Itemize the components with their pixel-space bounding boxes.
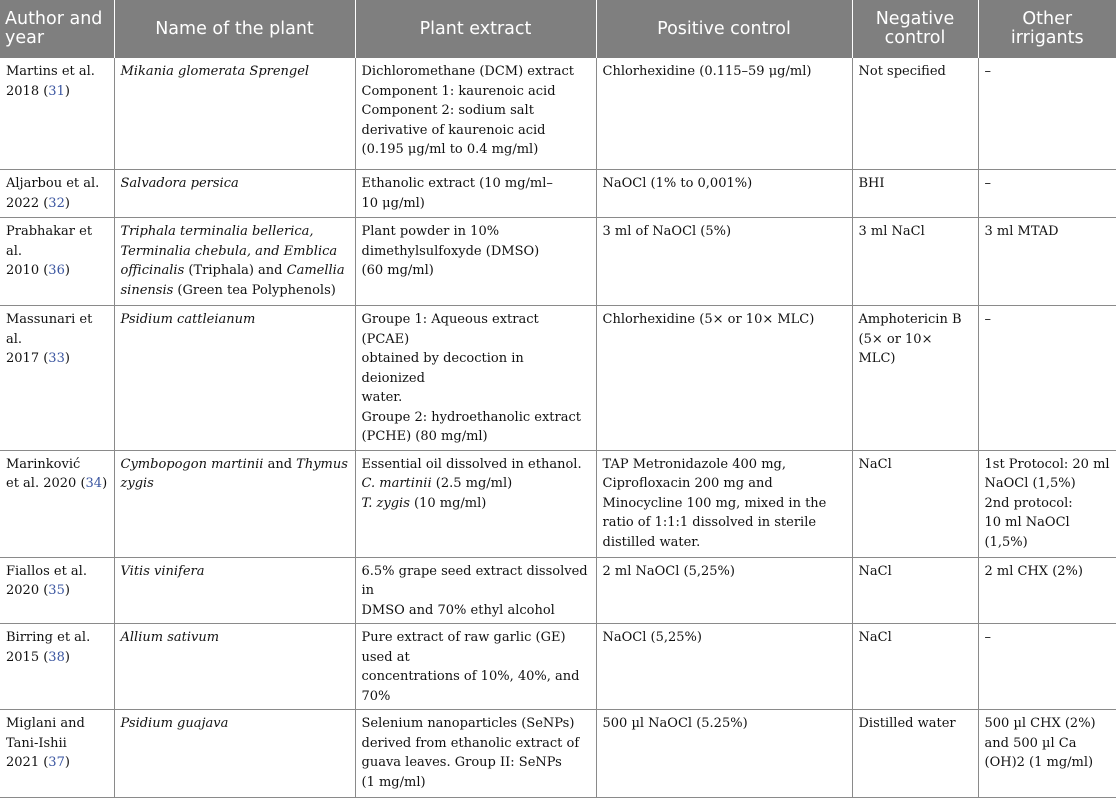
other-irrigants-cell: 500 µl CHX (2%) and 500 µl Ca (OH)2 (1 mg/ml) xyxy=(978,710,1116,798)
other-irrigants-cell: – xyxy=(978,306,1116,451)
author-cell: Fiallos et al. 2020 (35) xyxy=(0,557,114,624)
author-cell: Aljarbou et al. 2022 (32) xyxy=(0,170,114,218)
plant-cell: Salvadora persica xyxy=(114,170,355,218)
header-extract: Plant extract xyxy=(355,0,596,58)
reference-link[interactable]: 34 xyxy=(85,476,103,491)
negative-control-cell: NaCl xyxy=(852,450,978,557)
positive-control-cell: TAP Metronidazole 400 mg, Ciprofloxacin 200 mg and Minocycline 100 mg, mixed in the ratio of 1:1:1 dissolved in sterile distilled water. xyxy=(596,450,852,557)
reference-link[interactable]: 33 xyxy=(48,351,65,366)
author-cell: Prabhakar et al. 2010 (36) xyxy=(0,218,114,306)
table-row xyxy=(0,710,1116,798)
other-irrigants-cell: – xyxy=(978,624,1116,710)
header-author: Author and year xyxy=(0,0,114,58)
plant-cell: Psidium cattleianum xyxy=(114,306,355,451)
negative-control-cell: NaCl xyxy=(852,624,978,710)
author-cell: Martins et al. 2018 (31) xyxy=(0,58,114,170)
plant-cell: Allium sativum xyxy=(114,624,355,710)
table-row xyxy=(0,450,1116,557)
plant-cell: Psidium guajava xyxy=(114,710,355,798)
positive-control-cell: 500 µl NaOCl (5.25%) xyxy=(596,710,852,798)
negative-control-cell: Amphotericin B (5× or 10× MLC) xyxy=(852,306,978,451)
other-irrigants-cell: 1st Protocol: 20 ml NaOCl (1,5%) 2nd protocol: 10 ml NaOCl (1,5%) xyxy=(978,450,1116,557)
author-cell: Birring et al. 2015 (38) xyxy=(0,624,114,710)
negative-control-cell: 3 ml NaCl xyxy=(852,218,978,306)
table-row xyxy=(0,306,1116,451)
reference-link[interactable]: 32 xyxy=(48,195,65,211)
extract-cell: 6.5% grape seed extract dissolved in DMSO and 70% ethyl alcohol xyxy=(355,557,596,624)
negative-control-cell: Not specified xyxy=(852,58,978,170)
negative-control-cell: Distilled water xyxy=(852,710,978,798)
header-negative: Negative control xyxy=(852,0,978,58)
extract-cell: Essential oil dissolved in ethanol. C. martinii (2.5 mg/ml) T. zygis (10 mg/ml) xyxy=(355,450,596,557)
positive-control-cell: 2 ml NaOCl (5,25%) xyxy=(596,557,852,624)
reference-link[interactable]: 37 xyxy=(48,755,65,770)
plant-cell: Mikania glomerata Sprengel xyxy=(114,58,355,170)
author-cell: Marinković et al. 2020 (34) xyxy=(0,450,114,557)
positive-control-cell: Chlorhexidine (5× or 10× MLC) xyxy=(596,306,852,451)
plant-cell: Cymbopogon martinii and Thymus zygis xyxy=(114,450,355,557)
table-row xyxy=(0,557,1116,624)
extract-cell: Ethanolic extract (10 mg/ml– 10 μg/ml) xyxy=(355,170,596,218)
negative-control-cell: BHI xyxy=(852,170,978,218)
other-irrigants-cell: 2 ml CHX (2%) xyxy=(978,557,1116,624)
plant-cell: Vitis vinifera xyxy=(114,557,355,624)
positive-control-cell: Chlorhexidine (0.115–59 μg/ml) xyxy=(596,58,852,170)
other-irrigants-cell: 3 ml MTAD xyxy=(978,218,1116,306)
reference-link[interactable]: 38 xyxy=(48,649,65,665)
positive-control-cell: 3 ml of NaOCl (5%) xyxy=(596,218,852,306)
author-cell: Miglani and Tani-Ishii 2021 (37) xyxy=(0,710,114,798)
author-cell: Massunari et al. 2017 (33) xyxy=(0,306,114,451)
extract-cell: Groupe 1: Aqueous extract (PCAE) obtained by decoction in deionized water. Groupe 2: hydroethanolic extract (PCHE) (80 mg/ml) xyxy=(355,306,596,451)
reference-link[interactable]: 35 xyxy=(48,583,65,598)
positive-control-cell: NaOCl (1% to 0,001%) xyxy=(596,170,852,218)
header-plant: Name of the plant xyxy=(114,0,355,58)
extract-cell: Selenium nanoparticles (SeNPs) derived from ethanolic extract of guava leaves. Group II: SeNPs (1 mg/ml) xyxy=(355,710,596,798)
table-row xyxy=(0,58,1116,170)
other-irrigants-cell: – xyxy=(978,58,1116,170)
negative-control-cell: NaCl xyxy=(852,557,978,624)
reference-link[interactable]: 36 xyxy=(48,263,65,278)
other-irrigants-cell: – xyxy=(978,170,1116,218)
table-row xyxy=(0,170,1116,218)
extract-cell: Dichloromethane (DCM) extract Component 1: kaurenoic acid Component 2: sodium salt derivative of kaurenoic acid (0.195 μg/ml to 0.4 mg/ml) xyxy=(355,58,596,170)
plant-cell: Triphala terminalia bellerica, Terminalia chebula, and Emblica officinalis (Triphala) and Camellia sinensis (Green tea Polyphenols) xyxy=(114,218,355,306)
header-other: Other irrigants xyxy=(978,0,1116,58)
header-positive: Positive control xyxy=(596,0,852,58)
table-row xyxy=(0,624,1116,710)
reference-link[interactable]: 31 xyxy=(48,83,65,99)
extract-cell: Plant powder in 10% dimethylsulfoxyde (DMSO) (60 mg/ml) xyxy=(355,218,596,306)
table-row xyxy=(0,218,1116,306)
positive-control-cell: NaOCl (5,25%) xyxy=(596,624,852,710)
header-row xyxy=(0,0,1116,58)
extract-cell: Pure extract of raw garlic (GE) used at concentrations of 10%, 40%, and 70% xyxy=(355,624,596,710)
